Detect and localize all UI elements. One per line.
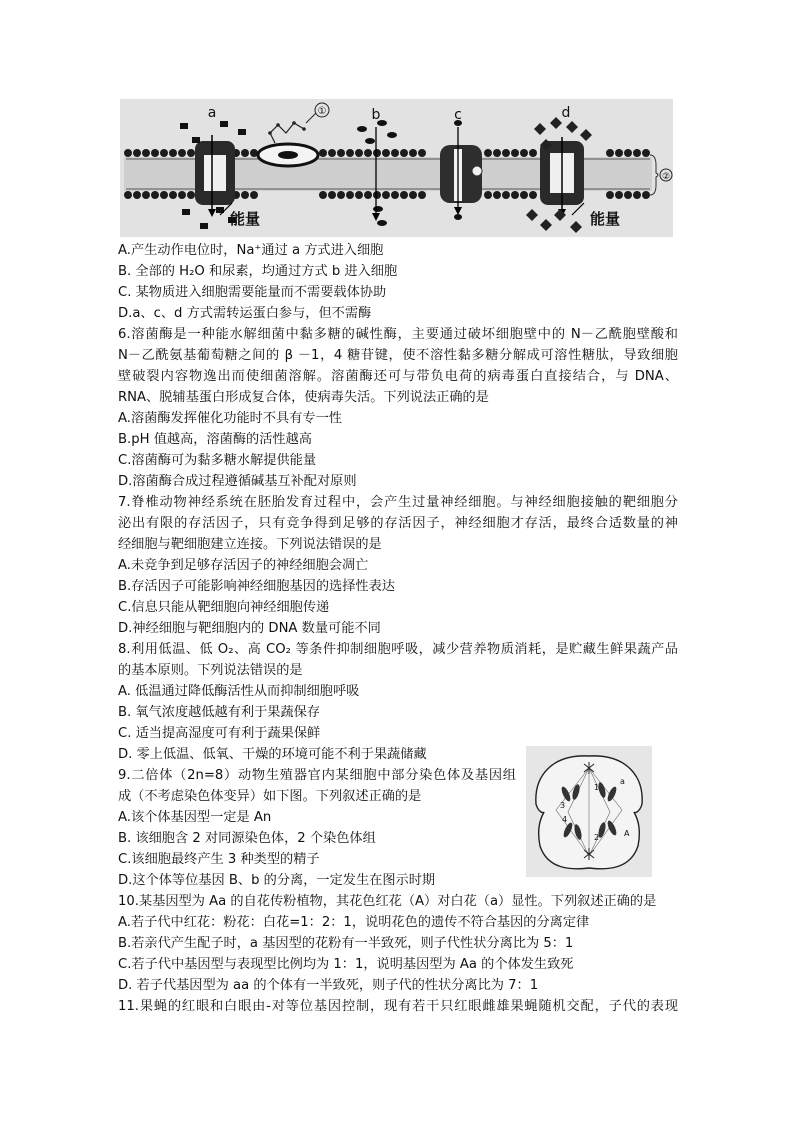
q10-option-b: B.若亲代产生配子时，a 基因型的花粉有一半致死，则子代性状分离比为 5：1 bbox=[118, 936, 574, 951]
q7-stem-line-3: 经细胞与靶细胞建立连接。下列说法错误的是 bbox=[118, 537, 382, 552]
cell-label-2: 2 bbox=[594, 833, 600, 842]
label-2: ② bbox=[661, 172, 671, 182]
label-a: a bbox=[207, 105, 217, 121]
q6-stem-line-4: RNA、脱辅基蛋白形成复合体，使病毒失活。下列说法正确的是 bbox=[118, 390, 489, 405]
q10-option-d: D. 若子代基因型为 aa 的个体有一半致死，则子代的性状分离比为 7：1 bbox=[118, 978, 539, 993]
q7-option-d: D.神经细胞与靶细胞内的 DNA 数量可能不同 bbox=[118, 621, 381, 636]
q8-option-a: A. 低温通过降低酶活性从而抑制细胞呼吸 bbox=[118, 684, 360, 699]
q9-option-b: B. 该细胞含 2 对同源染色体，2 个染色体组 bbox=[118, 831, 376, 846]
q6-option-b: B.pH 值越高，溶菌酶的活性越高 bbox=[118, 432, 312, 447]
q6-option-c: C.溶菌酶可为黏多糖水解提供能量 bbox=[118, 453, 317, 468]
q7-option-a: A.未竞争到足够存活因子的神经细胞会凋亡 bbox=[118, 558, 369, 573]
q8-option-b: B. 氧气浓度越低越有利于果蔬保存 bbox=[118, 705, 321, 720]
q9-option-a: A.该个体基因型一定是 An bbox=[118, 810, 272, 825]
q10-option-c: C.若子代中基因型与表现型比例均为 1：1，说明基因型为 Aa 的个体发生致死 bbox=[118, 957, 574, 972]
q9-stem-line-2: 成（不考虑染色体变异）如下图。下列叙述正确的是 bbox=[118, 789, 422, 804]
q9-option-d: D.这个体等位基因 B、b 的分离，一定发生在图示时期 bbox=[118, 873, 436, 888]
energy-label-left: 能量 bbox=[230, 210, 261, 228]
q5-option-c: C. 某物质进入细胞需要能量而不需要载体协助 bbox=[118, 285, 387, 300]
q5-option-d: D.a、c、d 方式需转运蛋白参与，但不需酶 bbox=[118, 306, 372, 321]
q10-option-a: A.若子代中红花：粉花：白花=1：2：1，说明花色的遗传不符合基因的分离定律 bbox=[118, 915, 590, 930]
q6-stem-line-3: 壁破裂内容物逸出而使细菌溶解。溶菌酶还可与带负电荷的病毒蛋白直接结合，与 DNA、 bbox=[118, 369, 678, 384]
q5-option-b: B. 全部的 H₂O 和尿素，均通过方式 b 进入细胞 bbox=[118, 264, 398, 279]
dividing-cell-figure bbox=[526, 746, 652, 877]
q6-option-d: D.溶菌酶合成过程遵循碱基互补配对原则 bbox=[118, 474, 357, 489]
cell-label-3: 3 bbox=[560, 801, 566, 810]
q7-option-c: C.信息只能从靶细胞向神经细胞传递 bbox=[118, 600, 330, 615]
cell-label-1: 1 bbox=[594, 783, 600, 792]
q5-option-a: A.产生动作电位时，Na⁺通过 a 方式进入细胞 bbox=[118, 243, 384, 258]
q10-stem: 10.某基因型为 Aa 的自花传粉植物，其花色红花（A）对白花（a）显性。下列叙述正确的是 bbox=[118, 894, 657, 909]
q7-stem-line-2: 泌出有限的存活因子，只有竞争得到足够的存活因子，神经细胞才存活，最终合适数量的神 bbox=[118, 516, 678, 531]
cell-label-A: A bbox=[624, 829, 630, 838]
q6-stem-line-2: N－乙酰氨基葡萄糖之间的 β －1，4 糖苷键，使不溶性黏多糖分解成可溶性糖肽，导致细胞 bbox=[118, 348, 678, 363]
label-1: ① bbox=[317, 106, 327, 117]
q8-stem-line-2: 的基本原则。下列说法错误的是 bbox=[118, 663, 303, 678]
q7-option-b: B.存活因子可能影响神经细胞基因的选择性表达 bbox=[118, 579, 395, 594]
label-b: b bbox=[371, 107, 381, 123]
label-c: c bbox=[454, 107, 462, 123]
membrane-transport-figure bbox=[120, 99, 673, 237]
cell-label-4: 4 bbox=[562, 815, 568, 824]
cell-label-a: a bbox=[620, 777, 625, 786]
q7-stem-line-1: 7.脊椎动物神经系统在胚胎发育过程中，会产生过量神经细胞。与神经细胞接触的靶细胞分 bbox=[118, 495, 678, 510]
q8-stem-line-1: 8.利用低温、低 O₂、高 CO₂ 等条件抑制细胞呼吸，减少营养物质消耗，是贮藏生鲜果蔬产品 bbox=[118, 642, 678, 657]
q9-option-c: C.该细胞最终产生 3 种类型的精子 bbox=[118, 852, 320, 867]
label-d: d bbox=[561, 105, 571, 121]
energy-label-right: 能量 bbox=[590, 210, 621, 228]
q6-option-a: A.溶菌酶发挥催化功能时不具有专一性 bbox=[118, 411, 342, 426]
q8-option-c: C. 适当提高湿度可有利于蔬果保鲜 bbox=[118, 726, 321, 741]
q8-option-d: D. 零上低温、低氧、干燥的环境可能不利于果蔬储藏 bbox=[118, 747, 427, 762]
q6-stem-line-1: 6.溶菌酶是一种能水解细菌中黏多糖的碱性酶，主要通过破坏细胞壁中的 N－乙酰胞壁酸和 bbox=[118, 327, 678, 342]
q9-stem-line-1: 9.二倍体（2n=8）动物生殖器官内某细胞中部分染色体及基因组 bbox=[118, 768, 516, 783]
q11-stem-line-1: 11.果蝇的红眼和白眼由-对等位基因控制，现有若干只红眼雌雄果蝇随机交配，子代的表现 bbox=[118, 999, 678, 1014]
